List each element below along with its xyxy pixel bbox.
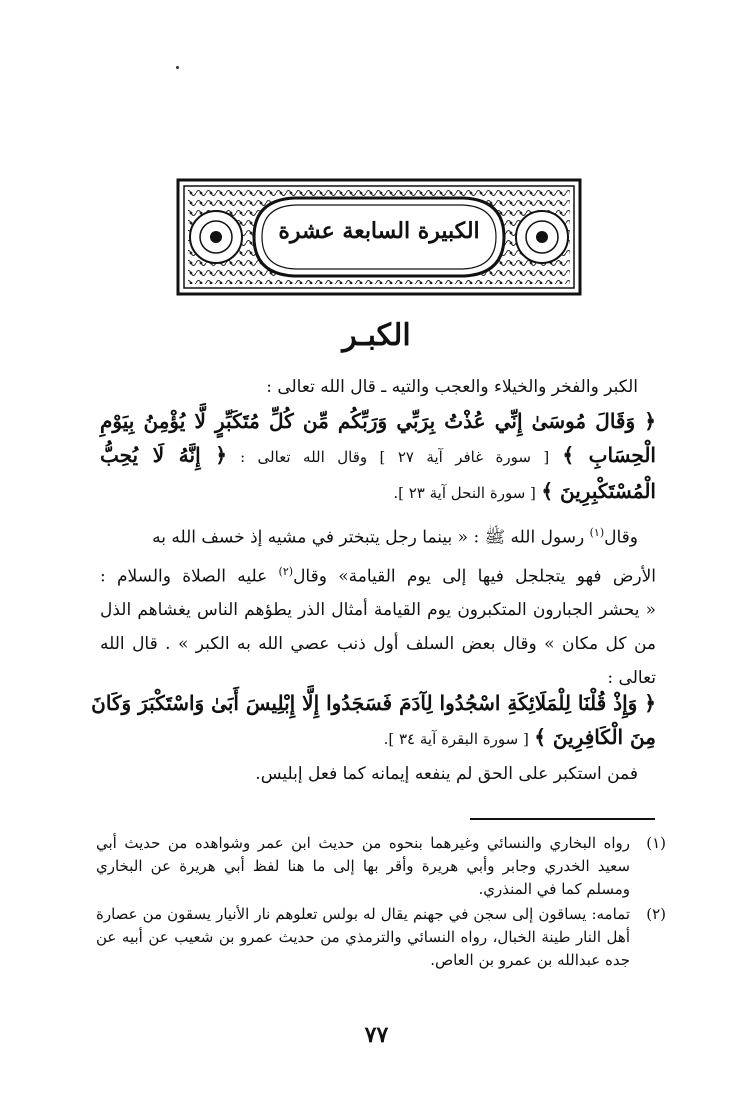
footnote-text: [96, 832, 630, 901]
scan-speck: [176, 66, 179, 69]
verse-reference: [ سورة غافر آية ٢٧ ] وقال الله تعالى :: [240, 448, 550, 466]
text-line: « يحشر الجبارون المتكبرون يوم القيامة أمثال الذر يطؤهم الناس يغشاهم الذل: [100, 600, 656, 621]
footnote-divider: [470, 818, 655, 820]
footnote-number: (١): [646, 834, 666, 852]
verse-reference: [ سورة النحل آية ٢٣ ].: [393, 484, 536, 502]
text-fragment: وقال: [604, 527, 638, 548]
text-line: الكبر والفخر والخيلاء والعجب والتيه ـ قال الله تعالى :: [266, 377, 638, 397]
banner-title: الكبيرة السابعة عشرة: [278, 218, 480, 244]
footnote-line: تمامه: يساقون إلى سجن في جهنم يقال له بولس تعلوهم نار الأنيار يسقون من عصارة: [96, 905, 630, 923]
paragraph-4: [100, 757, 656, 791]
text-fragment: الأرض فهو يتجلجل فيها إلى يوم القيامة» وقال: [293, 566, 656, 587]
chapter-banner: [176, 178, 582, 296]
footnote-ref: (٢): [278, 564, 294, 578]
footnote-ref: (١): [589, 526, 605, 539]
footnotes: [96, 832, 666, 974]
verse-fragment: الْحِسَابِ ﴾: [562, 443, 656, 467]
footnote-number: (٢): [646, 905, 666, 923]
paragraph-1: [100, 370, 656, 510]
verse-fragment: ﴿ إِنَّهُ لَا يُحِبُّ: [100, 443, 227, 467]
verse-line: ﴿ وَإِذْ قُلْنَا لِلْمَلَائِكَةِ اسْجُدُوا لِآدَمَ فَسَجَدُوا إِلَّا إِبْلِيسَ أَبَىٰ وَاسْتَكْبَرَ وَكَانَ: [91, 691, 656, 715]
verse-fragment: مِنَ الْكَافِرِينَ ﴾: [534, 725, 656, 749]
verse-fragment: الْمُسْتَكْبِرِينَ ﴾: [541, 479, 656, 503]
footnote-line: ومسلم كما في المنذري.: [478, 880, 630, 898]
footnote-line: رواه البخاري والنسائي وغيرهما بنحوه من حديث ابن عمر وشواهده من حديث أبي: [96, 834, 630, 852]
text-fragment: عليه الصلاة والسلام :: [100, 566, 268, 587]
verse-reference: [ سورة البقرة آية ٣٤ ].: [383, 730, 529, 748]
text-line: [100, 438, 656, 474]
text-line: [100, 720, 656, 756]
text-line: تعالى :: [607, 668, 656, 689]
text-line: فمن استكبر على الحق لم ينفعه إيمانه كما فعل إبليس.: [255, 764, 638, 784]
footnote-2: [96, 903, 666, 972]
text-line: [100, 555, 656, 594]
text-line: من كل مكان » وقال بعض السلف أول ذنب عصي الله به الكبر » . قال الله: [100, 634, 656, 655]
footnote-line: أهل النار طينة الخبال، رواه النسائي والترمذي من حديث عمرو بن شعيب عن أبيه عن: [96, 928, 630, 946]
footnote-line: سعيد الخدري وجابر وأبي هريرة وأقر بها إلى ما هنا لفظ أبي هريرة عن البخاري: [96, 857, 630, 875]
text-fragment: رسول الله ﷺ : « بينما رجل يتبختر في مشيه إذ خسف الله به: [152, 527, 585, 548]
footnote-1: [96, 832, 666, 901]
text-line: [100, 516, 656, 555]
paragraph-3: [91, 686, 656, 756]
paragraph-2: [100, 516, 656, 695]
page-number: ٧٧: [364, 1022, 389, 1048]
text-line: [100, 474, 656, 510]
footnote-text: [96, 903, 630, 972]
section-title: الكبـر: [342, 318, 411, 353]
footnote-line: جده عبدالله بن عمرو بن العاص.: [430, 951, 630, 969]
verse-line: ﴿ وَقَالَ مُوسَىٰ إِنِّي عُذْتُ بِرَبِّي وَرَبِّكُم مِّن كُلِّ مُتَكَبِّرٍ لَّا يُؤْمِنُ بِيَوْمِ: [100, 409, 656, 433]
